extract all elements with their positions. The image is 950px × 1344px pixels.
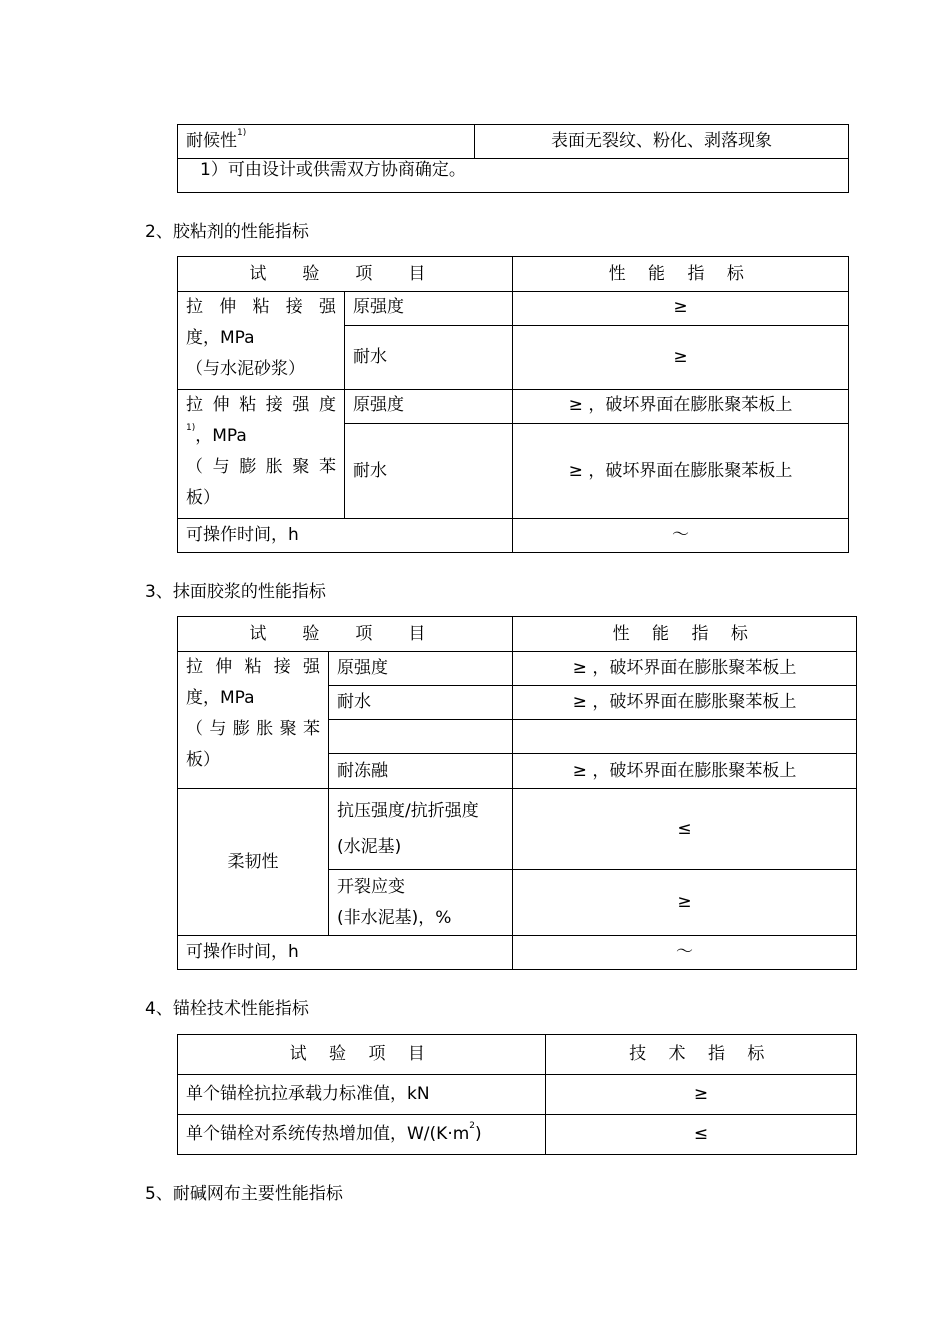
mortar-flex-label: 柔韧性 [178,789,329,936]
adhesive-g1-val2: ≥ [513,326,849,390]
mortar-g1-sub4: 耐冻融 [329,754,513,789]
col-header-index: 技 术 指 标 [546,1035,857,1075]
col-header-item: 试 验 项 目 [178,1035,546,1075]
footnote-text: 1）可由设计或供需双方协商确定。 [178,159,849,193]
mortar-g1-val4: ≥ ，破坏界面在膨胀聚苯板上 [513,754,857,789]
mortar-g1-label: 拉伸粘接强 度，MPa （与膨胀聚苯 板） [178,652,329,789]
adhesive-g2-label: 拉伸粘接强度 $^{1)}$，MPa （与膨胀聚苯 板） [178,390,345,519]
mortar-op-label: 可操作时间，h [178,936,513,970]
mortar-g1-val1: ≥ ，破坏界面在膨胀聚苯板上 [513,652,857,686]
mortar-g1-sub3 [329,720,513,754]
col-header-item: 试 验 项 目 [178,257,513,292]
mortar-flex-sub2: 开裂应变 (非水泥基)，% [329,870,513,936]
weathering-label: 耐候性 [186,131,237,151]
section-3-heading: 3、抹面胶浆的性能指标 [145,582,326,602]
anchor-row1-label: 单个锚栓抗拉承载力标准值，kN [178,1075,546,1115]
footnote-mark: 1) [237,128,247,138]
weathering-table [177,124,849,193]
adhesive-g1-label: 拉伸粘接强 度，MPa （与水泥砂浆） [178,292,345,390]
mortar-g1-val2: ≥ ，破坏界面在膨胀聚苯板上 [513,686,857,720]
mortar-g1-val3 [513,720,857,754]
anchor-row1-val: ≥ [546,1075,857,1115]
col-header-index: 性 能 指 标 [513,257,849,292]
section-4-heading: 4、锚栓技术性能指标 [145,999,309,1019]
anchor-table [177,1034,857,1155]
section-2-heading: 2、胶粘剂的性能指标 [145,222,309,242]
mortar-g1-sub1: 原强度 [329,652,513,686]
mortar-g1-sub2: 耐水 [329,686,513,720]
col-header-index: 性 能 指 标 [513,617,857,652]
adhesive-table [177,256,849,553]
adhesive-g2-val1: ≥ ，破坏界面在膨胀聚苯板上 [513,390,849,424]
adhesive-g2-val2: ≥ ，破坏界面在膨胀聚苯板上 [513,424,849,519]
adhesive-g1-sub1: 原强度 [345,292,513,326]
weathering-label-cell [178,125,475,159]
mortar-flex-val2: ≥ [513,870,857,936]
section-5-heading: 5、耐碱网布主要性能指标 [145,1184,343,1204]
adhesive-g1-val1: ≥ [513,292,849,326]
mortar-op-val: ～ [513,936,857,970]
mortar-flex-sub1: 抗压强度/抗折强度 (水泥基) [329,789,513,870]
mortar-flex-val1: ≤ [513,789,857,870]
adhesive-op-val: ～ [513,519,849,553]
adhesive-g1-sub2: 耐水 [345,326,513,390]
anchor-row2-val: ≤ [546,1115,857,1155]
anchor-row2-label: 单个锚栓对系统传热增加值，$W/(K\cdot m^2)$ [178,1115,546,1155]
weathering-value: 表面无裂纹、粉化、剥落现象 [475,125,849,159]
adhesive-g2-sub1: 原强度 [345,390,513,424]
col-header-item: 试 验 项 目 [178,617,513,652]
adhesive-g2-sub2: 耐水 [345,424,513,519]
mortar-table [177,616,857,970]
adhesive-op-label: 可操作时间，h [178,519,513,553]
